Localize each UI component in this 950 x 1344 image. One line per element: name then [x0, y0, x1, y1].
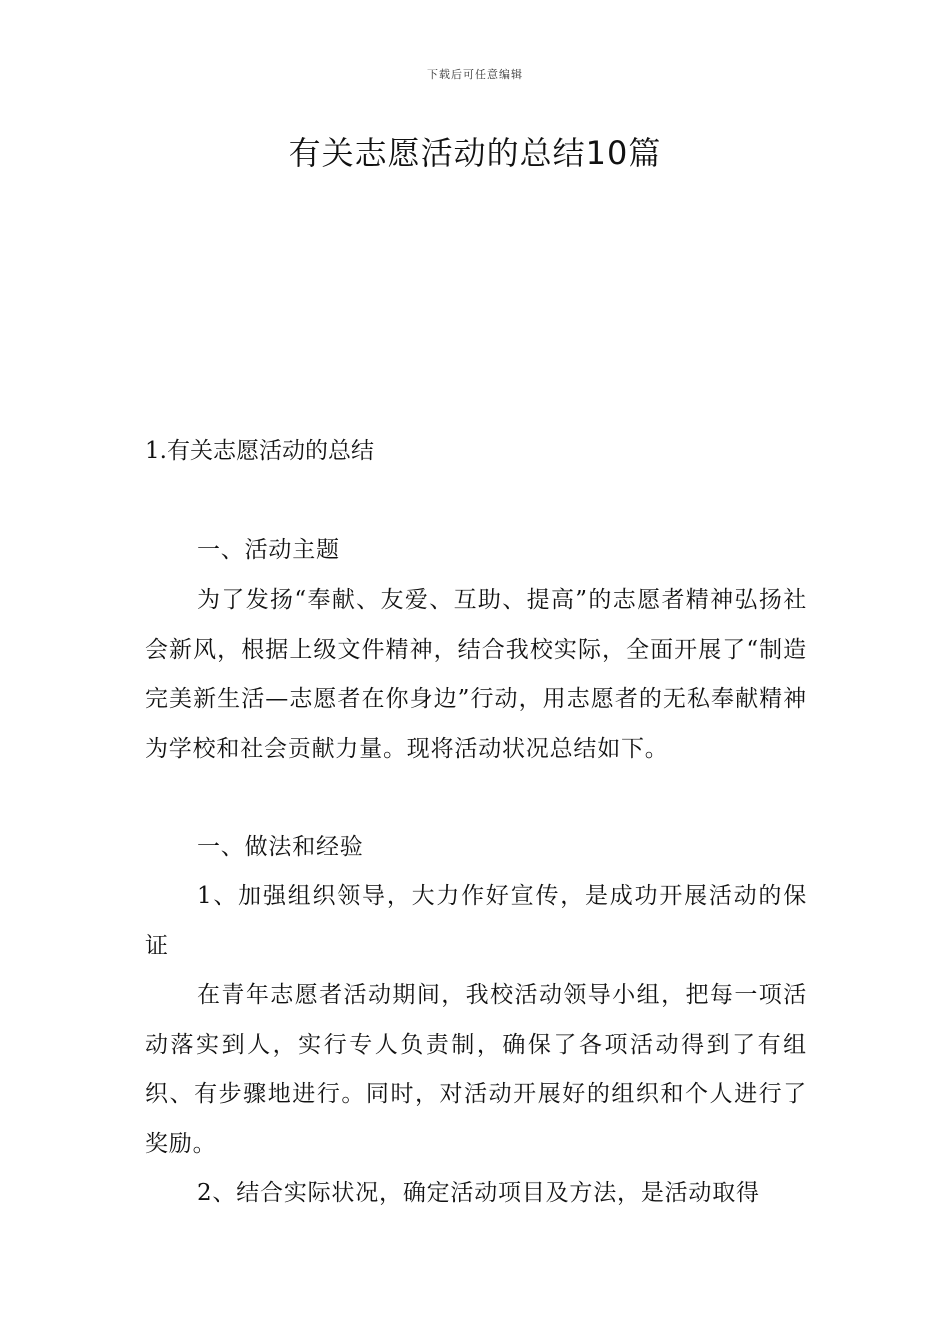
paragraph-point-1-heading: 1、加强组织领导，大力作好宣传，是成功开展活动的保证: [145, 883, 807, 959]
section-heading: 1.有关志愿活动的总结: [145, 438, 374, 464]
paragraph-activity-theme: 为了发扬“奉献、友爱、互助、提高”的志愿者精神弘扬社会新风，根据上级文件精神，结合我校实际，全面开展了“制造完美新生活—志愿者在你身边”行动，用志愿者的无私奉献精神为学校和社会贡献力量。现将活动状况总结如下。: [145, 587, 807, 762]
header-note: 下载后可任意编辑: [427, 68, 523, 81]
document-title: 有关志愿活动的总结10篇: [288, 134, 662, 172]
paragraph-point-2-heading: 2、结合实际状况，确定活动项目及方法，是活动取得: [197, 1180, 760, 1206]
paragraph-activity-theme-heading: 一、活动主题: [197, 537, 340, 563]
paragraph-point-1-body: 在青年志愿者活动期间，我校活动领导小组，把每一项活动落实到人，实行专人负责制，确保了各项活动得到了有组织、有步骤地进行。同时，对活动开展好的组织和个人进行了奖励。: [145, 982, 807, 1157]
paragraph-methods-heading: 一、做法和经验: [197, 834, 364, 860]
